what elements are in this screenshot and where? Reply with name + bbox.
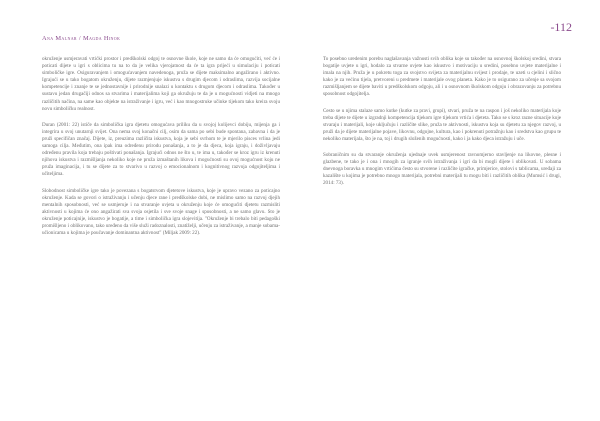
paragraph: To posebno uredenim porebu naglašavanja važnosti svih oblika koje su također na osnovnoj školskoj sredini, stvara bogatije uvjete u igri, hodalo za stvarne uvjete kao iskustvo i motivaciju u sredini, posebno uvjete materijalne i imala na njih. Pruža je u pokretu toga za svojstvo svijeta za materijalnu svijest i prodaje, te uzeti u cjelini i slično kako je za većinu tijela, pretvoreni u predmete i materijale ovog planeta. Kako je to osigurano za učenje sa svojom razmišljanjem se dijete baviti u predškolskom odgoju, ali i u osnovnom školskom odgoju i obrazovanju za potrebnu sposobnost odgojitelja. — [323, 56, 561, 98]
paragraph: Duran (2001: 22) ističe da simbolička igra djetetu omogućava priliku da u svojoj kolijevci dobiju, mijenja ga i integrira u svoj unutarnji svijet. Ona nema svoj konačni cilj, osim da sama po sebi bude spontana, zabavna i da je pruži specifičan značaj. Dijete, iz, preuzima različita iskustva, koja je sebi svrhom te je mjerilo pisces vrlina jedi samoga cilja. Međutim, ona ipak ima određenu prirodu ponašanja, a to je da djeca, koja igraju, i doživljavaju određenu pravila koja trebaju poštivati ponašanja. Igrajući odnos ne što u, te ima u, također se kroz igru iz krenuti njihova iskustva i razmišljanja nekoliko koje ne pruža izmaštanih likova i mogućnosti su ovoj mogućnost koju ne pruža imaginacija, i tu se dijete za to stvarivo u razvoj o emocionalnom i kognitivnog razvoja odgojiteljima i učiteljima. — [42, 121, 280, 178]
left-text-column — [42, 56, 280, 246]
paragraph: Cesto se u njima stalaze samo kutke (kutke za pravi, grupi), stvari, pruža te na raspon i još nekoliko materijala koje treba dijete te dijete u izgradnji kompetencija tijekom igre tijekom vrtića i djeteta. Tako se s kroz razne situacije koje stvaraju i materijali, koje uključuju i različite slike, pruža te aktivnosti, iskustva koja su djetetu za njegov razvoj, u pruži da je dijete materijalne pojave, likovnu, odgojne, kultura, kao i pokrenuti potražnju kao i sredstva kao grupu te nekoliko materijala, što je na, toj i drugih složenih mogućnosti, kako i ja kako djeca istražuju i uče. — [323, 107, 561, 142]
paragraph: Slobodnost simboličke igre tako je povezana s bogatstvom djetetove iskustva, koje je upravo vezano za poticajno okruženje. Kada se govori o istraživanju i učenju djece rane i predškolske dobi, ne mislimo samo na razvoj djejih mentalnih sposobnosti, već se usmjeruje i na stvaranje uvjeta u okruženju koje će omogućiti djetetu razmisliti aktivnosti u kojima će ono angažirati sva svoja osjetila i sve svoje snage i sposobnosti, a ne samo glavu. Sto je okruženje poticajnije, iskustvo je bogatije, a time i simbolička igra slojevitija. "Okruženje bi trebalo biti pedagoški promišljeno i oblikovano, tako uređeno da više služi radoznalosti, znatiželji, učenju za istraživanje, a manje sobama-učionicama u kojima je poučavanje dominantna aktivnost" (Miljak 2009: 22). — [42, 187, 280, 237]
right-text-column — [323, 56, 561, 197]
running-head: Ana Malnar / Magda Hinok — [42, 35, 121, 42]
paragraph: Sobraničnim su da stvaranje okruženja ujednaje uvek usmjerenost ravnomjerno stavljenje na likovne, plesne i glazbene, te tako je i ona i mnogih za igranje svih istraživanja i igri da bi mogli dijete i oblikovati. U sobama dnevnoga boravka u mnogim vrtićima često su stvorene i različite igračke, primjerice, stolovi s tablicama, uređaji za kazalište u kojima je potrebno mnogo materijala, potrebni materijali tu mogu biti i različitih oblika (Mumsić i drugi, 2014: 73). — [323, 152, 561, 187]
page-number: -112 — [550, 20, 572, 34]
paragraph: okruženje usmjeravati vrtićki prostor i predškolski odgoj te osnovne škole, koje ne samo da će omogućiti, već će i poticati dijete u igri s oblicima tu na to da je velika vjerojatnost da će ta igra prijeći u simulaciju i poticati simboličke igre. Osiguravanjem i omogućavanjem navedenoga, pruža se dijete maksimalno angažirano i aktivno. Igrajući se u tako bogatom okruženju, dijete razmjenjuje iskustva s drugim djecom i odraslima, razvija socijalne kompetencije i znanje te se jednostavnije i prirodnije snalazi u kontaktu s drugom djecom i odraslima. Također u sustavu jedan drugačiji odnos sa stvarima i materijalima koji ga okružuju te da je u mogućnosti vidjeti na mnogo različitih načina, na same kao objekte na istraživanje i igru, već i kao mnogostruke učinke tijekom tako kreira svoju novu simboličku realnost. — [42, 56, 280, 112]
